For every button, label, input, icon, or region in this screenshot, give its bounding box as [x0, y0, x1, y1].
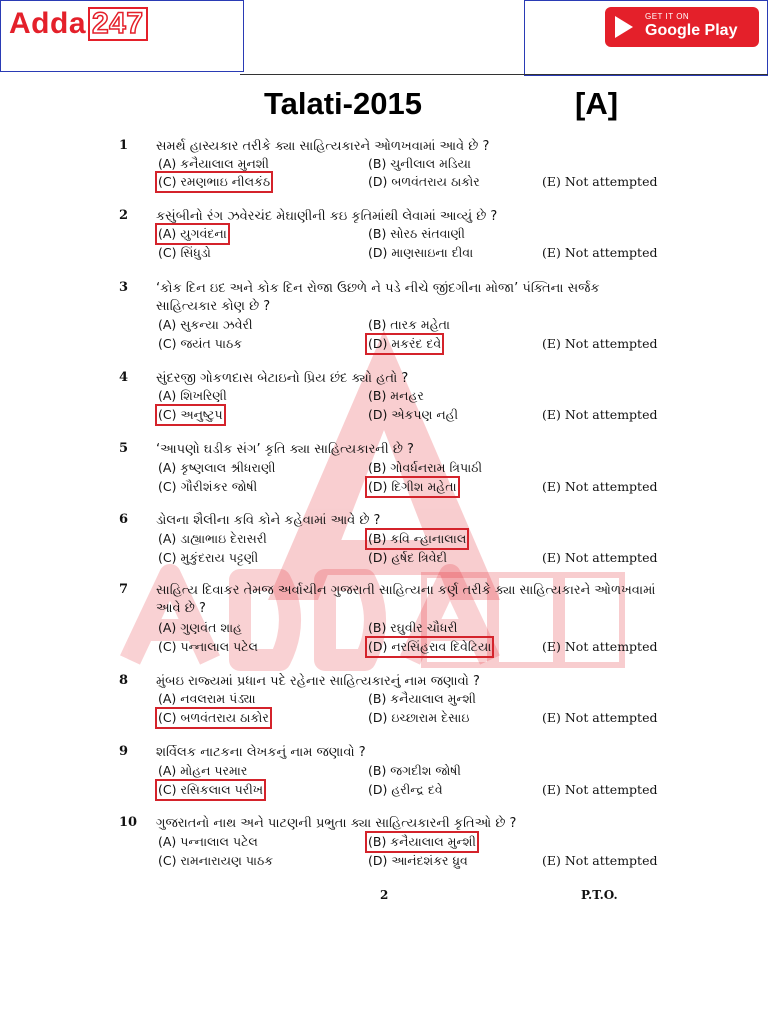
option-b: (B) ગોવર્ધનરામ ત્રિપાઠી: [368, 460, 483, 475]
option-c: (C) પન્નાલાલ પટેલ: [158, 639, 258, 654]
question-number: 6: [119, 512, 129, 527]
option-e: (E) Not attempted: [542, 479, 658, 494]
option-c: (C) જયંત પાઠક: [158, 336, 243, 351]
option-d: (D) એકપણ નહી: [368, 407, 459, 422]
question-text: સમર્થ હાસ્યકાર તરીકે ક્યા સાહિત્યકારને ઓળખવામાં આવે છે ?: [156, 139, 490, 154]
option-a: (A) પન્નાલાલ પટેલ: [158, 834, 258, 849]
option-a-marked: (A) યુગવંદના: [158, 226, 227, 241]
option-b-marked: (B) કવિ ન્હાનાલાલ: [368, 531, 467, 546]
question-text: ‘આપણો ઘડીક સંગ’ કૃતિ ક્યા સાહિત્યકારની છે ?: [156, 442, 414, 457]
question-number: 1: [119, 138, 129, 153]
option-d-marked: (D) મકરંદ દવે: [368, 336, 442, 351]
option-c: (C) ગૌરીશંકર જોષી: [158, 479, 258, 494]
question-number: 10: [119, 815, 138, 830]
option-a: (A) કનૈયાલાલ મુનશી: [158, 156, 270, 171]
option-a: (A) ગુણવંત શાહ: [158, 620, 242, 635]
question-number: 2: [119, 208, 129, 223]
option-d: (D) ઇચ્છારામ દેસાઇ: [368, 710, 470, 725]
exam-title: Talati-2015: [264, 86, 422, 121]
paper-code: [A]: [575, 86, 619, 121]
option-d: (D) માણસાઇના દીવા: [368, 245, 474, 260]
option-c-marked: (C) રમણભાઇ નીલકંઠ: [158, 174, 271, 189]
option-a: (A) મોહન પરમાર: [158, 763, 248, 778]
question-text: મુંબઇ રાજ્યમાં પ્રધાન પદે રહેનાર સાહિત્યકારનું નામ જણાવો ?: [156, 674, 480, 689]
option-e: (E) Not attempted: [542, 245, 658, 260]
header-divider: [240, 74, 768, 75]
logo-number: 247: [88, 7, 148, 41]
option-c: (C) સિંધુડો: [158, 245, 211, 260]
option-b-marked: (B) કનૈયાલાલ મુન્શી: [368, 834, 476, 849]
option-e: (E) Not attempted: [542, 639, 658, 654]
question-text: ડોલના શૈલીના કવિ કોને કહેવામાં આવે છે ?: [156, 513, 381, 528]
option-d-marked: (D) નરસિંહરાવ દિવેટિયા: [368, 639, 492, 654]
question-text: શર્વિલક નાટકના લેખકનું નામ જણાવો ?: [156, 745, 366, 760]
option-b: (B) મનહર: [368, 388, 424, 403]
store-badge-container: [524, 0, 768, 76]
question-number: 9: [119, 744, 129, 759]
option-e: (E) Not attempted: [542, 710, 658, 725]
option-b: (B) રઘુવીર ચૌધરી: [368, 620, 458, 635]
play-small-text: GET IT ON: [645, 12, 690, 21]
question-number: 4: [119, 370, 129, 385]
option-d: (D) હરીન્દ્ર દવે: [368, 782, 443, 797]
option-b: (B) સોરઠ સંતવાણી: [368, 226, 466, 241]
option-b: (B) ચુનીલાલ મડિયા: [368, 156, 471, 171]
option-b: (B) કનૈયાલાલ મુન્શી: [368, 691, 476, 706]
option-a: (A) કૃષ્ણલાલ શ્રીધરાણી: [158, 460, 276, 475]
option-e: (E) Not attempted: [542, 407, 658, 422]
option-c-marked: (C) બળવંતરાય ઠાકોર: [158, 710, 269, 725]
question-text: સુંદરજી ગોકળદાસ બેટાઇનો પ્રિય છંદ ક્યો હતો ?: [156, 371, 409, 386]
top-banner: [0, 0, 768, 76]
option-c: (C) મુકુંદરાય પટ્ટણી: [158, 550, 259, 565]
google-play-button[interactable]: [605, 7, 759, 47]
page-number: 2: [380, 888, 389, 902]
option-c: (C) રામનારાયણ પાઠક: [158, 853, 274, 868]
play-big-text: Google Play: [645, 22, 738, 39]
option-e: (E) Not attempted: [542, 174, 658, 189]
option-d: (D) બળવંતરાય ઠાકોર: [368, 174, 480, 189]
option-d: (D) આનંદશંકર ધ્રુવ: [368, 853, 468, 868]
question-text: કસુંબીનો રંગ ઝવેરચંદ મેઘાણીની કઇ કૃતિમાંથી લેવામાં આવ્યું છે ?: [156, 209, 498, 224]
option-c-marked: (C) રસિકલાલ પરીખ: [158, 782, 264, 797]
option-b: (B) તારક મહેતા: [368, 317, 450, 332]
adda247-logo: [9, 7, 148, 41]
question-text: ‘કોક દિન ઇદ અને કોક દિન રોજા ઉછળે ને પડે નીચે જીંદગીના મોજા’ પંક્તિના સર્જક સાહિત્યકાર કોણ છે ?: [156, 281, 600, 314]
option-e: (E) Not attempted: [542, 853, 658, 868]
question-number: 3: [119, 280, 129, 295]
option-a: (A) નવલરામ પંડ્યા: [158, 691, 256, 706]
logo-text: Adda: [9, 7, 86, 40]
option-b: (B) જગદીશ જોષી: [368, 763, 461, 778]
question-text: સાહિત્ય દિવાકર તેમજ અર્વાચીન ગુજરાતી સાહિત્યના કર્ણ તરીકે ક્યા સાહિત્યકારને ઓળખવામાં આવે છે ?: [156, 583, 656, 616]
pto-label: P.T.O.: [581, 888, 618, 902]
option-e: (E) Not attempted: [542, 550, 658, 565]
question-text: ગુજરાતનો નાથ અને પાટણની પ્રભુતા ક્યા સાહિત્યકારની કૃતિઓ છે ?: [156, 816, 517, 831]
google-play-triangle-icon: [615, 16, 633, 38]
question-number: 7: [119, 582, 129, 597]
question-number: 5: [119, 441, 129, 456]
option-d-marked: (D) દિગીશ મહેતા: [368, 479, 457, 494]
option-a: (A) શિખરિણી: [158, 388, 227, 403]
option-a: (A) સુકન્યા ઝવેરી: [158, 317, 253, 332]
option-e: (E) Not attempted: [542, 782, 658, 797]
option-a: (A) ડાહ્યાભાઇ દેરાસરી: [158, 531, 267, 546]
option-d: (D) હર્ષદ ત્રિવેદી: [368, 550, 448, 565]
option-c-marked: (C) અનુષ્ટુપ: [158, 407, 223, 422]
question-number: 8: [119, 673, 129, 688]
logo-container[interactable]: [0, 0, 244, 72]
option-e: (E) Not attempted: [542, 336, 658, 351]
